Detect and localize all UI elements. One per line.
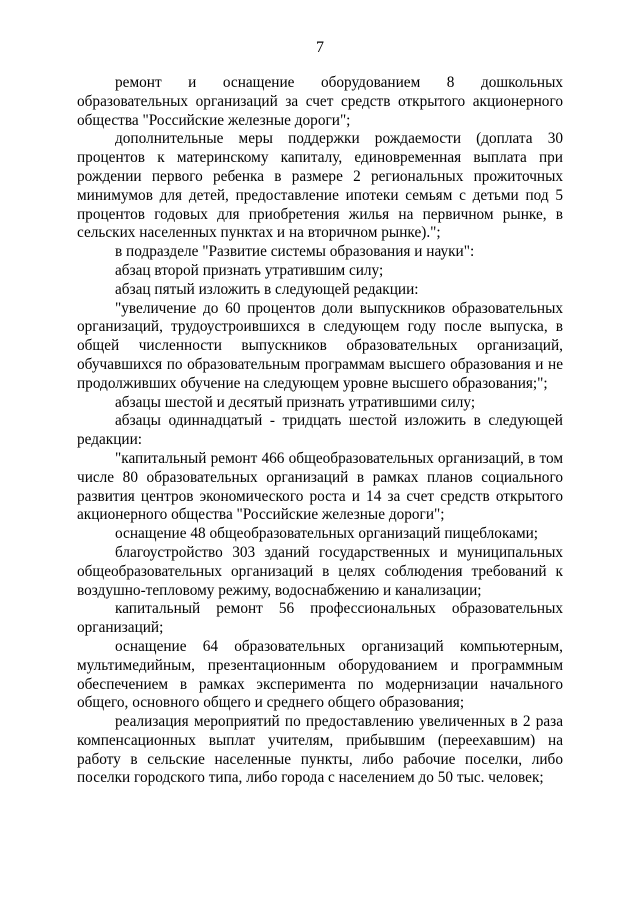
paragraph: оснащение 64 образовательных организаций компьютерным, мультимедийным, презентационным оборудованием и программным обеспечением в рамках эксперимента по модернизации начального общего, основного общего и среднего общего образования; [77,637,563,712]
paragraph: оснащение 48 общеобразовательных организаций пищеблоками; [115,525,539,543]
paragraph: реализация мероприятий по предоставлению увеличенных в 2 раза компенсационных выплат учителям, прибывшим (переехавшим) на работу в сельские населенные пункты, либо рабочие поселки, либо поселки городского типа, либо города с населением до 50 тыс. человек; [77,713,563,787]
paragraph: дополнительные меры поддержки рождаемости (доплата 30 процентов к материнскому капиталу, единовременная выплата при рождении первого ребенка в размере 2 региональных прожиточных минимумов для детей, предоставление ипотеки семьям с детьми под 5 процентов годовых для приобретения жилья на первичном рынке, в сельских населенных пунктах и на вторичном рынке)."; [77,130,563,242]
paragraph: благоустройство 303 зданий государственных и муниципальных общеобразовательных организаций в целях соблюдения требований к воздушно-тепловому режиму, водоснабжению и канализации; [77,543,563,599]
paragraph: в подразделе "Развитие системы образования и науки": [115,243,475,261]
paragraph: капитальный ремонт 56 профессиональных образовательных организаций; [77,600,563,637]
paragraph: абзац пятый изложить в следующей редакции: [115,280,419,298]
paragraph: "капитальный ремонт 466 общеобразовательных организаций, в том числе 80 образовательных организаций в рамках планов социального развития центров экономического роста и 14 за счет средств открытого акционерного общества "Российские железные дороги"; [77,449,563,524]
page-number: 7 [316,39,324,56]
document-body [77,74,563,788]
paragraph: абзацы одиннадцатый - тридцать шестой изложить в следующей редакции: [77,412,563,449]
paragraph: абзац второй признать утратившим силу; [115,261,384,279]
paragraph: ремонт и оснащение оборудованием 8 дошкольных образовательных организаций за счет средств открытого акционерного общества "Российские железные дороги"; [77,74,563,129]
paragraph: абзацы шестой и десятый признать утратившими силу; [115,393,476,411]
paragraph: "увеличение до 60 процентов доли выпускников образовательных организаций, трудоустроившихся в следующем году после выпуска, в общей численности выпускников образовательных организаций, обучавшихся по образовательным программам высшего образования и не продолживших обучение на следующем уровне высшего образования;"; [77,299,563,392]
